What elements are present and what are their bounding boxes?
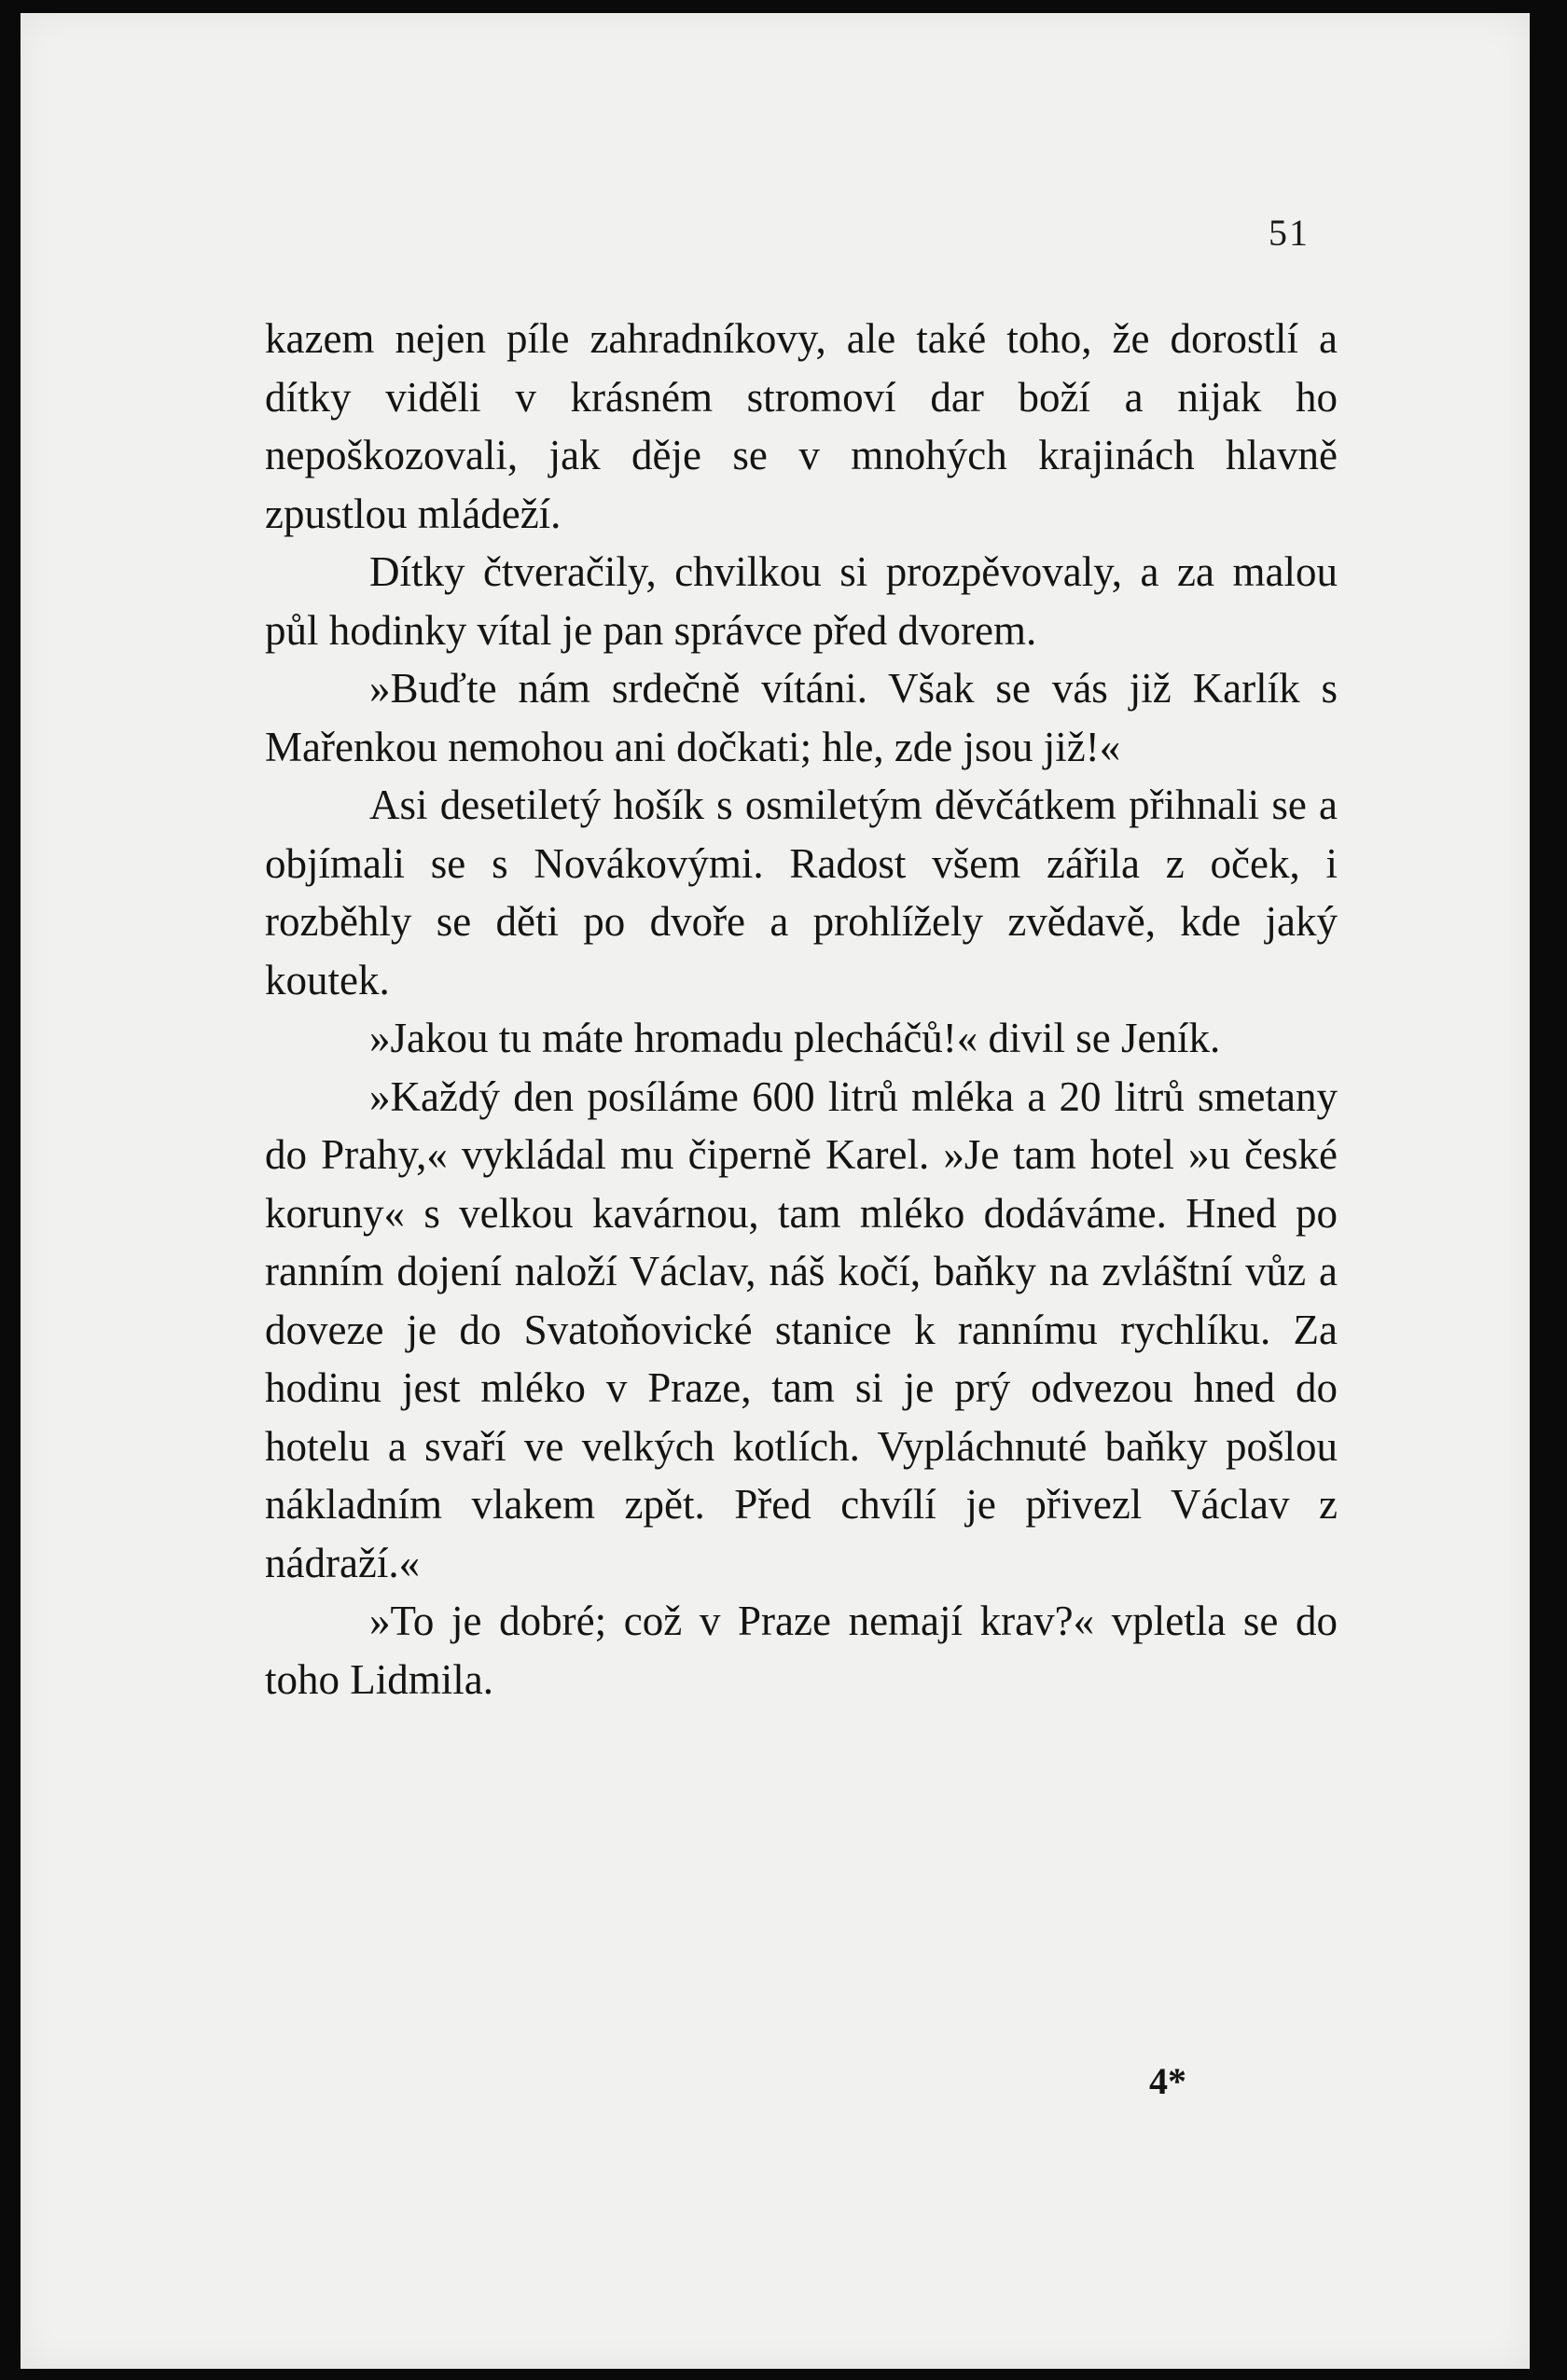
paragraph-6: »Každý den posíláme 600 litrů mléka a 20 litrů smetany do Prahy,« vykládal mu čiperně Karel. »Je tam hotel »u české koruny« s velkou kavárnou, tam mléko dodáváme. Hned po ranním dojení naloží Václav, náš kočí, baňky na zvláštní vůz a doveze je do Svatoňovické stanice k rannímu rychlíku. Za hodinu jest mléko v Praze, tam si je prý odvezou hned do hotelu a svaří ve velkých kotlích. Vypláchnuté baňky pošlou nákladním vlakem zpět. Před chvílí je přivezl Václav z nádraží.« xyxy=(265,1072,1338,1586)
scan-edge xyxy=(1530,0,1567,2380)
page-number: 51 xyxy=(1269,212,1310,254)
paragraph-1: kazem nejen píle zahradníkovy, ale také toho, že dorostlí a dítky viděli v krásném stromoví dar boží a nijak ho nepoškozovali, jak děje se v mnohých krajinách hlavně zpustlou mládeží. xyxy=(265,315,1338,537)
paragraph-2: Dítky čtveračily, chvilkou si prozpěvovaly, a za malou půl hodinky vítal je pan správce před dvorem. xyxy=(265,548,1338,654)
body-text xyxy=(265,310,1338,1709)
book-page xyxy=(21,13,1530,2369)
paragraph-3: »Buďte nám srdečně vítáni. Však se vás již Karlík s Mařenkou nemohou ani dočkati; hle, zde jsou již!« xyxy=(265,665,1338,770)
signature-mark: 4* xyxy=(1149,2060,1186,2102)
paragraph-5: »Jakou tu máte hromadu plecháčů!« divil se Jeník. xyxy=(369,1015,1221,1061)
paragraph-4: Asi desetiletý hošík s osmiletým děvčátkem přihnali se a objímali se s Novákovými. Radost všem zářila z oček, i rozběhly se děti po dvoře a prohlížely zvědavě, kde jaký koutek. xyxy=(265,782,1338,1003)
paragraph-7: »To je dobré; což v Praze nemají krav?« vpletla se do toho Lidmila. xyxy=(265,1598,1338,1703)
